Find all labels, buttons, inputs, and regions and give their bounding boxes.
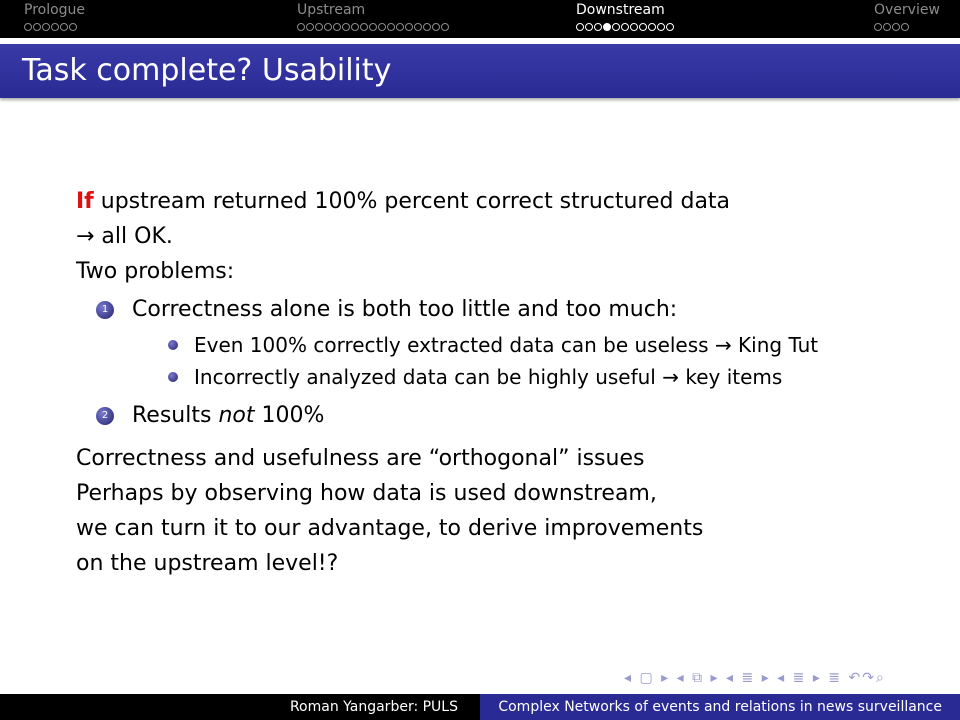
nav-frame-dot[interactable] (621, 23, 629, 31)
nav-frame-dot[interactable] (432, 23, 440, 31)
nav-section-label: Overview (874, 2, 940, 18)
closing-line: Perhaps by observing how data is used downstream, (76, 481, 657, 506)
slide-title: Task complete? Usability (22, 53, 392, 88)
nav-frame-dot[interactable] (297, 23, 305, 31)
nav-frame-dot[interactable] (405, 23, 413, 31)
nav-frame-dot[interactable] (24, 23, 32, 31)
nav-frame-dot[interactable] (414, 23, 422, 31)
bullet-icon (168, 340, 178, 350)
nav-section-upstream[interactable] (297, 2, 450, 32)
nav-frame-dot[interactable] (892, 23, 900, 31)
problem-item (96, 291, 956, 329)
sub-list (168, 329, 956, 393)
nav-frame-dot[interactable] (333, 23, 341, 31)
nav-frame-dot[interactable] (585, 23, 593, 31)
nav-frame-dot[interactable] (378, 23, 386, 31)
nav-frame-dot[interactable] (874, 23, 882, 31)
closing-line: on the upstream level!? (76, 551, 339, 576)
nav-frame-dot[interactable] (342, 23, 350, 31)
nav-section-prologue[interactable] (24, 2, 85, 32)
problem-text-part: Results (132, 403, 219, 428)
nav-frame-dot[interactable] (648, 23, 656, 31)
nav-frame-dot[interactable] (69, 23, 77, 31)
nav-frame-dot[interactable] (666, 23, 674, 31)
nav-frame-dots[interactable] (576, 22, 675, 32)
nav-section-label: Prologue (24, 2, 86, 18)
nav-frame-dot[interactable] (42, 23, 50, 31)
slide-body (76, 184, 936, 581)
intro-line-2: → all OK. (76, 224, 173, 249)
nav-section-downstream[interactable] (576, 2, 675, 32)
problem-text (132, 397, 324, 435)
sub-item-text: Even 100% correctly extracted data can be useless → King Tut (194, 333, 819, 357)
sub-item (168, 329, 956, 361)
nav-frame-dots[interactable] (874, 22, 940, 32)
nav-frame-dot[interactable] (657, 23, 665, 31)
nav-frame-dots[interactable] (297, 22, 450, 32)
nav-frame-dot[interactable] (612, 23, 620, 31)
nav-section-label: Upstream (297, 2, 366, 18)
enumeration-ball: 2 (96, 407, 114, 425)
nav-frame-dot[interactable] (360, 23, 368, 31)
nav-frame-dot[interactable] (901, 23, 909, 31)
nav-frame-dot[interactable] (883, 23, 891, 31)
nav-frame-dot[interactable] (639, 23, 647, 31)
nav-frame-dot[interactable] (324, 23, 332, 31)
nav-frame-dot[interactable] (603, 23, 611, 31)
problem-item (96, 397, 956, 435)
nav-frame-dot[interactable] (441, 23, 449, 31)
nav-frame-dot[interactable] (33, 23, 41, 31)
footer-talk-title: Complex Networks of events and relations in news surveillance (480, 694, 960, 720)
nav-section-overview[interactable] (874, 2, 940, 32)
slide-footer (0, 694, 960, 720)
section-navigation-bar (0, 0, 960, 38)
intro-line (76, 184, 936, 219)
sub-item (168, 361, 956, 393)
keyword-if: If (76, 189, 94, 214)
nav-frame-dots[interactable] (24, 22, 85, 32)
slide-title-bar (0, 44, 960, 98)
nav-frame-dot[interactable] (306, 23, 314, 31)
sub-item-text: Incorrectly analyzed data can be highly useful → key items (194, 365, 783, 389)
nav-frame-dot[interactable] (351, 23, 359, 31)
problem-text-part: 100% (254, 403, 325, 428)
problems-list (96, 291, 956, 435)
footer-author: Roman Yangarber: PULS (0, 694, 480, 720)
closing-block (76, 441, 936, 581)
nav-frame-dot[interactable] (594, 23, 602, 31)
problem-text: Correctness alone is both too little and too much: (132, 297, 678, 322)
enumeration-ball: 1 (96, 301, 114, 319)
nav-frame-dot[interactable] (369, 23, 377, 31)
nav-frame-dot[interactable] (60, 23, 68, 31)
closing-line: we can turn it to our advantage, to derive improvements (76, 516, 704, 541)
emphasis-text: not (218, 403, 255, 428)
nav-frame-dot[interactable] (630, 23, 638, 31)
nav-frame-dot[interactable] (396, 23, 404, 31)
bullet-icon (168, 372, 178, 382)
closing-line: Correctness and usefulness are “orthogonal” issues (76, 446, 645, 471)
nav-frame-dot[interactable] (315, 23, 323, 31)
intro-text: upstream returned 100% percent correct structured data (93, 189, 731, 214)
nav-frame-dot[interactable] (576, 23, 584, 31)
nav-frame-dot[interactable] (423, 23, 431, 31)
problems-heading: Two problems: (76, 259, 235, 284)
nav-section-label: Downstream (576, 2, 665, 18)
beamer-navigation-symbols[interactable]: ◂ ▢ ▸ ◂ ⧉ ▸ ◂ ≣ ▸ ◂ ≣ ▸ ≣ ↶↷⌕ (624, 670, 886, 686)
nav-frame-dot[interactable] (51, 23, 59, 31)
nav-frame-dot[interactable] (387, 23, 395, 31)
